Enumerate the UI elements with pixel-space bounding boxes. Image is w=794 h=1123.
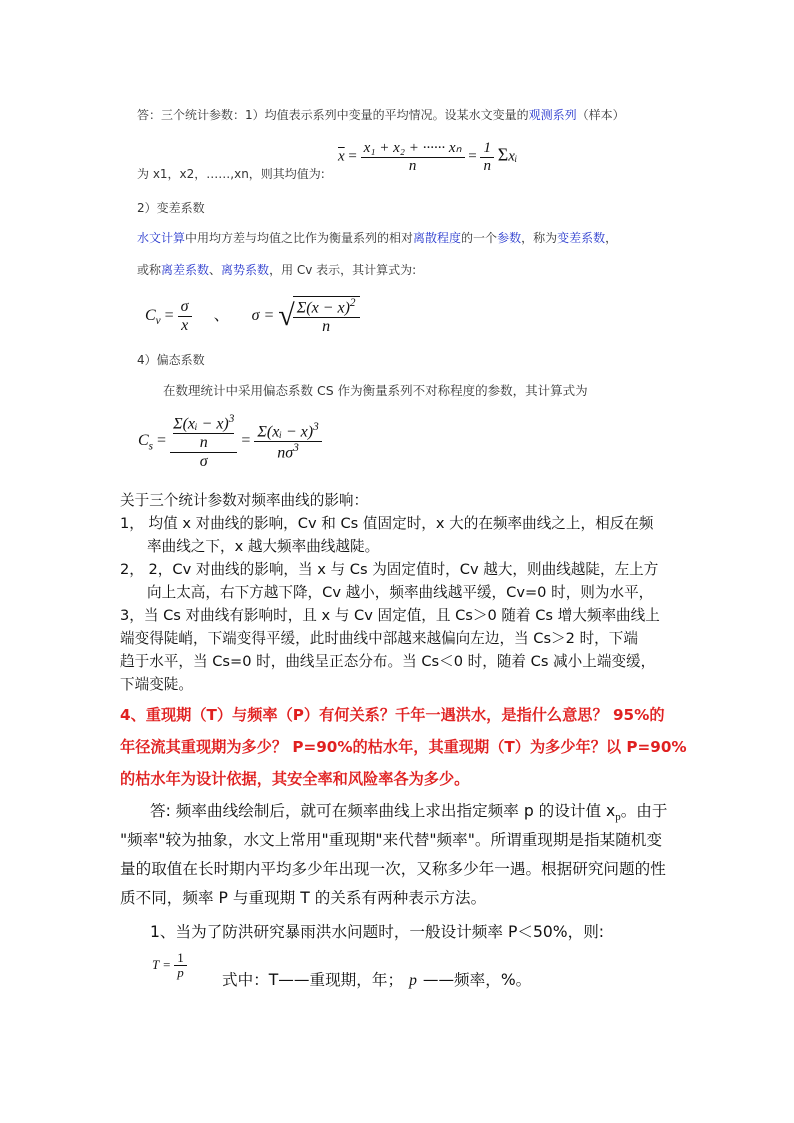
formula-fraction: [174, 951, 187, 981]
mean-numerator: x₁ + x₂ + ······ xₙ: [361, 140, 465, 158]
cs-den2: nσ: [277, 444, 294, 462]
mean-formula: $\overline{x}$ = $\frac{\text{x₁ + x₂ + ······ xₙ}}{n}$ = $\frac{1}{n}$ Σxᵢ: [338, 140, 518, 174]
cs-equals: =: [241, 432, 251, 450]
section-4-title: 4）偏态系数: [137, 353, 205, 367]
cv2-text2: 、: [209, 263, 222, 277]
impact-item-3-line-1: 3，当 Cs 对曲线有影响时，且 x 与 Cv 固定值，且 Cs＞0 随着 Cs 增大频率曲线上: [120, 607, 660, 624]
cs-intro: 在数理统计中采用偏态系数 CS 作为衡量系列不对称程度的参数，其计算式为: [163, 383, 588, 398]
cv-fraction: [178, 298, 192, 334]
mean-lhs: $\overline{x}$: [338, 148, 345, 165]
cs-num1: Σ(xᵢ − x): [173, 415, 229, 433]
coef-den: n: [483, 157, 491, 174]
link-observation-series[interactable]: 观测系列: [528, 108, 577, 122]
legend-text-a: 式中：T——重现期，年；: [222, 971, 404, 989]
answer-4-text-a: 答: 频率曲线绘制后，就可在频率曲线上求出指定频率 p 的设计值 x: [150, 802, 616, 820]
impact-item-3-line-4: 下端变陡。: [120, 676, 193, 693]
question-4-line-1: 4、重现期（T）与频率（P）有何关系？千年一遇洪水，是指什么意思？ 95%的: [120, 706, 665, 724]
cs-den1b: σ: [199, 452, 208, 470]
answer-intro-line: [137, 106, 625, 123]
impact-item-1-line-1: 1， 均值 x 对曲线的影响，Cv 和 Cs 值固定时，x 大的在频率曲线之上，相反在频: [120, 515, 654, 532]
cs-den2-sup: 3: [293, 442, 299, 455]
intro-suffix: （样本）: [576, 108, 625, 122]
sigma-inner-sup: 2: [349, 297, 356, 309]
cs-num1-sup: 3: [228, 413, 235, 425]
answer-4-line-3: 量的取值在长时期内平均多少年出现一次，又称多少年一遇。根据研究问题的性: [120, 860, 666, 878]
sigma-radicand: [293, 296, 360, 336]
formula-lhs: T =: [152, 956, 172, 972]
impact-item-3-line-3: 趋于水平，当 Cs=0 时，曲线呈正态分布。当 Cs＜0 时，随着 Cs 减小上端变缓，: [120, 653, 656, 670]
link-variation-coef[interactable]: 变差系数: [557, 231, 606, 245]
cs-den1a: n: [173, 433, 234, 452]
cs-lhs-sub: s: [148, 440, 154, 453]
answer-4-text-b: 。由于: [620, 802, 668, 820]
mean-coef: [480, 140, 494, 174]
impact-item-2-line-2: 向上太高，右下方越下降，Cv 越小，频率曲线越平缓，Cv=0 时，则为水平，: [147, 584, 654, 601]
coef-num: 1: [480, 140, 494, 158]
link-dispersion[interactable]: 离散程度: [413, 231, 462, 245]
link-trend-coef[interactable]: 离势系数: [221, 263, 270, 277]
answer-4-line-5: 1、当为了防洪研究暴雨洪水问题时，一般设计频率 P＜50%，则:: [150, 923, 605, 941]
cv-num: σ: [178, 298, 192, 317]
cv-separator: 、: [213, 306, 230, 324]
mean-fraction: [361, 140, 465, 174]
cv-text2: 的一个: [461, 231, 498, 245]
impact-item-2-line-1: 2， 2，Cv 对曲线的影响，当 x 与 Cs 为固定值时，Cv 越大，则曲线越陡，左上方: [120, 561, 659, 578]
question-4-line-3: 的枯水年为设计依据，其安全率和风险率各为多少。: [120, 770, 470, 788]
answer-4-line-2: "频率"较为抽象，水文上常用"重现期"来代替"频率"。所谓重现期是指某随机变: [120, 831, 663, 849]
cv-formula: $C_v$ = $\frac{\sigma}{x}$ 、 σ = √ $\frac{\Sigma(x - x)^2}{n}$: [145, 296, 360, 336]
answer-4-line-4: 质不同，频率 P 与重现期 T 的关系有两种表示方法。: [120, 889, 487, 907]
cv-definition-line1: [137, 229, 617, 246]
answer-4-line-6: [222, 966, 531, 995]
sigma-lhs: σ =: [251, 306, 275, 324]
impact-item-3-line-2: 端变得陡峭，下端变得平缓，此时曲线中部越来越偏向左边，当 Cs＞2 时，下端: [120, 630, 638, 647]
intro-text: 答：三个统计参数：1）均值表示系列中变量的平均情况。设某水文变量的: [137, 108, 529, 122]
answer-4-sub: p: [615, 811, 621, 824]
cs-fraction-2: [254, 421, 321, 462]
cs-num2: Σ(xᵢ − x): [257, 423, 314, 441]
formula-num: 1: [174, 951, 187, 966]
link-parameter[interactable]: 参数: [497, 231, 522, 245]
link-deviation-coef[interactable]: 离差系数: [161, 263, 210, 277]
sum-symbol: Σ: [497, 144, 509, 165]
sigma-inner-den: n: [322, 318, 331, 336]
cv2-text1: 或称: [137, 263, 162, 277]
question-4-line-2: 年径流其重现期为多少？ P=90%的枯水年，其重现期（T）为多少年？以 P=90%: [120, 738, 687, 756]
link-hydrological-calc[interactable]: 水文计算: [137, 231, 186, 245]
variables-line: 为 x1，x2，……,xn，则其均值为:: [137, 167, 325, 181]
cs-fraction-1: [170, 413, 237, 470]
impact-heading: 关于三个统计参数对频率曲线的影响：: [120, 492, 369, 509]
legend-p-symbol: p: [409, 972, 417, 989]
legend-text-b: ——频率，%。: [422, 971, 532, 989]
cv-text3: ，称为: [521, 231, 558, 245]
cs-formula: $C_s$ = Σ(xᵢ − x)$^3$ n σ = $\frac{\Sigma(xᵢ - x)^3}{n\sigma^3}$: [138, 413, 322, 470]
sigma-inner: Σ(x − x): [296, 299, 350, 317]
cv-definition-line2: [137, 261, 416, 278]
cs-lhs: C: [138, 432, 149, 450]
section-2-title: 2）变差系数: [137, 201, 205, 215]
cv-lhs-sub: v: [155, 315, 161, 328]
cs-num2-sup: 3: [313, 421, 319, 434]
sum-var: xᵢ: [508, 148, 518, 165]
cv-den: x: [181, 316, 189, 334]
formula-den: p: [177, 965, 184, 981]
mean-denominator: n: [408, 157, 417, 174]
impact-item-1-line-2: 率曲线之下，x 越大频率曲线越陡。: [147, 538, 380, 555]
cv2-text3: ，用 Cv 表示，其计算式为:: [269, 263, 417, 277]
cv-lhs: C: [145, 306, 156, 324]
return-period-formula: [152, 951, 187, 981]
cv-text1: 中用均方差与均值之比作为衡量系列的相对: [185, 231, 414, 245]
cv-text4: ，: [605, 231, 618, 245]
